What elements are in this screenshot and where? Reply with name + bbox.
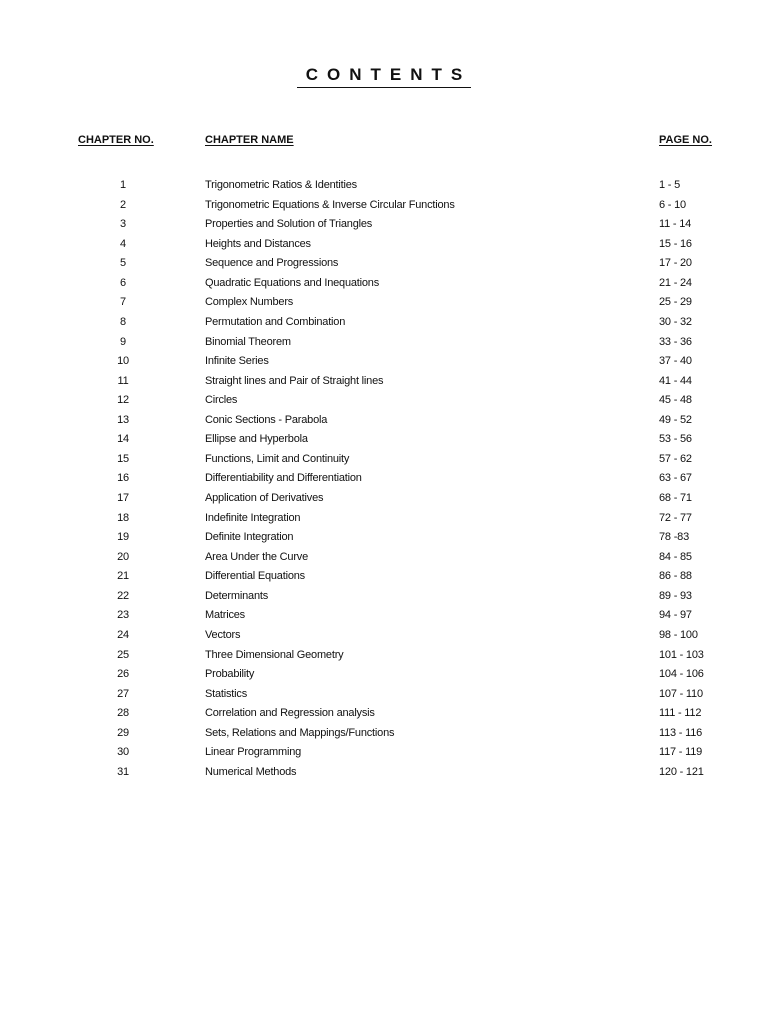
toc-row bbox=[0, 743, 768, 763]
chapter-number: 5 bbox=[120, 257, 126, 270]
chapter-name: Definite Integration bbox=[205, 531, 294, 544]
toc-row bbox=[0, 254, 768, 274]
chapter-page-range: 104 - 106 bbox=[659, 668, 704, 681]
toc-row bbox=[0, 391, 768, 411]
toc-row bbox=[0, 313, 768, 333]
chapter-name: Trigonometric Equations & Inverse Circular Functions bbox=[205, 198, 455, 211]
chapter-page-range: 78 -83 bbox=[659, 531, 689, 544]
chapter-name: Conic Sections - Parabola bbox=[205, 413, 328, 426]
chapter-number: 15 bbox=[117, 452, 129, 465]
chapter-name: Linear Programming bbox=[205, 746, 302, 759]
chapter-name: Sequence and Progressions bbox=[205, 257, 339, 270]
column-header-page-no: PAGE NO. bbox=[659, 134, 712, 146]
chapter-page-range: 17 - 20 bbox=[659, 257, 692, 270]
chapter-name: Application of Derivatives bbox=[205, 492, 324, 504]
column-header-chapter-no: CHAPTER NO. bbox=[78, 134, 154, 146]
chapter-number: 10 bbox=[117, 355, 129, 368]
chapter-page-range: 57 - 62 bbox=[659, 452, 692, 465]
page-title-wrapper bbox=[0, 64, 768, 88]
chapter-number: 14 bbox=[117, 433, 129, 446]
chapter-number: 9 bbox=[120, 335, 126, 348]
chapter-name: Binomial Theorem bbox=[205, 335, 291, 348]
chapter-name: Quadratic Equations and Inequations bbox=[205, 276, 380, 289]
toc-row bbox=[0, 548, 768, 568]
chapter-number: 30 bbox=[117, 746, 129, 759]
chapter-number: 1 bbox=[120, 179, 126, 191]
toc-row bbox=[0, 176, 768, 196]
chapter-number: 26 bbox=[117, 668, 129, 681]
chapter-number: 21 bbox=[117, 570, 129, 583]
chapter-number: 19 bbox=[117, 531, 129, 544]
chapter-name: Differential Equations bbox=[205, 570, 305, 583]
page-title: CONTENTS bbox=[297, 64, 472, 88]
chapter-name: Area Under the Curve bbox=[205, 550, 308, 563]
toc-row bbox=[0, 430, 768, 450]
chapter-number: 13 bbox=[117, 413, 129, 426]
chapter-number: 4 bbox=[120, 237, 126, 250]
chapter-page-range: 111 - 112 bbox=[659, 707, 702, 720]
chapter-name: Ellipse and Hyperbola bbox=[205, 433, 308, 446]
chapter-name: Statistics bbox=[205, 687, 248, 700]
chapter-number: 17 bbox=[117, 492, 129, 504]
chapter-page-range: 49 - 52 bbox=[659, 413, 692, 426]
chapter-number: 22 bbox=[117, 589, 129, 602]
toc-row bbox=[0, 411, 768, 431]
chapter-number: 3 bbox=[120, 218, 126, 231]
chapter-number: 24 bbox=[117, 628, 129, 641]
toc-row bbox=[0, 724, 768, 744]
chapter-number: 6 bbox=[120, 276, 126, 289]
chapter-number: 18 bbox=[117, 511, 129, 524]
chapter-number: 2 bbox=[120, 198, 126, 211]
toc-row bbox=[0, 626, 768, 646]
toc-row bbox=[0, 489, 768, 509]
table-of-contents bbox=[0, 176, 768, 782]
chapter-page-range: 21 - 24 bbox=[659, 276, 692, 289]
chapter-name: Straight lines and Pair of Straight lines bbox=[205, 374, 384, 387]
chapter-page-range: 25 - 29 bbox=[659, 296, 692, 309]
chapter-page-range: 89 - 93 bbox=[659, 589, 692, 602]
chapter-page-range: 63 - 67 bbox=[659, 472, 692, 485]
chapter-number: 16 bbox=[117, 472, 129, 485]
chapter-number: 20 bbox=[117, 550, 129, 563]
chapter-page-range: 117 - 119 bbox=[659, 746, 703, 759]
chapter-name: Permutation and Combination bbox=[205, 315, 346, 328]
chapter-name: Complex Numbers bbox=[205, 296, 294, 309]
chapter-name: Functions, Limit and Continuity bbox=[205, 452, 350, 465]
chapter-page-range: 1 - 5 bbox=[659, 179, 681, 191]
chapter-name: Sets, Relations and Mappings/Functions bbox=[205, 726, 395, 739]
toc-row bbox=[0, 606, 768, 626]
chapter-page-range: 15 - 16 bbox=[659, 237, 692, 250]
chapter-name: Infinite Series bbox=[205, 355, 269, 368]
chapter-name: Determinants bbox=[205, 589, 269, 602]
toc-row bbox=[0, 469, 768, 489]
chapter-page-range: 45 - 48 bbox=[659, 394, 692, 407]
chapter-name: Vectors bbox=[205, 628, 241, 641]
toc-row bbox=[0, 274, 768, 294]
chapter-name: Circles bbox=[205, 394, 238, 407]
chapter-page-range: 53 - 56 bbox=[659, 433, 692, 446]
chapter-page-range: 6 - 10 bbox=[659, 198, 686, 211]
chapter-page-range: 68 - 71 bbox=[659, 492, 692, 504]
toc-row bbox=[0, 450, 768, 470]
chapter-number: 27 bbox=[117, 687, 129, 700]
chapter-page-range: 11 - 14 bbox=[659, 218, 692, 231]
chapter-page-range: 86 - 88 bbox=[659, 570, 692, 583]
chapter-number: 31 bbox=[117, 765, 129, 778]
chapter-name: Heights and Distances bbox=[205, 237, 311, 250]
chapter-page-range: 33 - 36 bbox=[659, 335, 692, 348]
chapter-page-range: 113 - 116 bbox=[659, 726, 703, 739]
toc-row bbox=[0, 235, 768, 255]
chapter-page-range: 37 - 40 bbox=[659, 355, 692, 368]
chapter-page-range: 98 - 100 bbox=[659, 628, 698, 641]
chapter-page-range: 84 - 85 bbox=[659, 550, 692, 563]
chapter-number: 8 bbox=[120, 315, 126, 328]
toc-row bbox=[0, 763, 768, 783]
chapter-page-range: 94 - 97 bbox=[659, 609, 692, 622]
chapter-name: Properties and Solution of Triangles bbox=[205, 218, 373, 231]
chapter-name: Differentiability and Differentiation bbox=[205, 472, 362, 485]
chapter-name: Matrices bbox=[205, 609, 245, 622]
toc-row bbox=[0, 293, 768, 313]
chapter-number: 7 bbox=[120, 296, 126, 309]
toc-row bbox=[0, 704, 768, 724]
column-header-chapter-name: CHAPTER NAME bbox=[205, 134, 294, 146]
chapter-page-range: 30 - 32 bbox=[659, 315, 692, 328]
chapter-name: Probability bbox=[205, 668, 255, 681]
toc-row bbox=[0, 352, 768, 372]
chapter-page-range: 120 - 121 bbox=[659, 765, 704, 778]
chapter-number: 28 bbox=[117, 707, 129, 720]
chapter-page-range: 101 - 103 bbox=[659, 648, 704, 661]
chapter-name: Numerical Methods bbox=[205, 765, 297, 778]
chapter-number: 23 bbox=[117, 609, 129, 622]
toc-row bbox=[0, 587, 768, 607]
chapter-name: Trigonometric Ratios & Identities bbox=[205, 179, 357, 191]
chapter-page-range: 72 - 77 bbox=[659, 511, 692, 524]
chapter-name: Indefinite Integration bbox=[205, 511, 301, 524]
toc-row bbox=[0, 372, 768, 392]
toc-row bbox=[0, 528, 768, 548]
chapter-name: Correlation and Regression analysis bbox=[205, 707, 375, 720]
toc-row bbox=[0, 196, 768, 216]
toc-row bbox=[0, 567, 768, 587]
chapter-name: Three Dimensional Geometry bbox=[205, 648, 344, 661]
toc-row bbox=[0, 665, 768, 685]
toc-row bbox=[0, 685, 768, 705]
chapter-number: 12 bbox=[117, 394, 129, 407]
chapter-number: 25 bbox=[117, 648, 129, 661]
toc-row bbox=[0, 509, 768, 529]
chapter-number: 11 bbox=[117, 374, 129, 387]
toc-row bbox=[0, 215, 768, 235]
chapter-page-range: 107 - 110 bbox=[659, 687, 703, 700]
toc-row bbox=[0, 333, 768, 353]
chapter-page-range: 41 - 44 bbox=[659, 374, 692, 387]
chapter-number: 29 bbox=[117, 726, 129, 739]
toc-row bbox=[0, 646, 768, 666]
